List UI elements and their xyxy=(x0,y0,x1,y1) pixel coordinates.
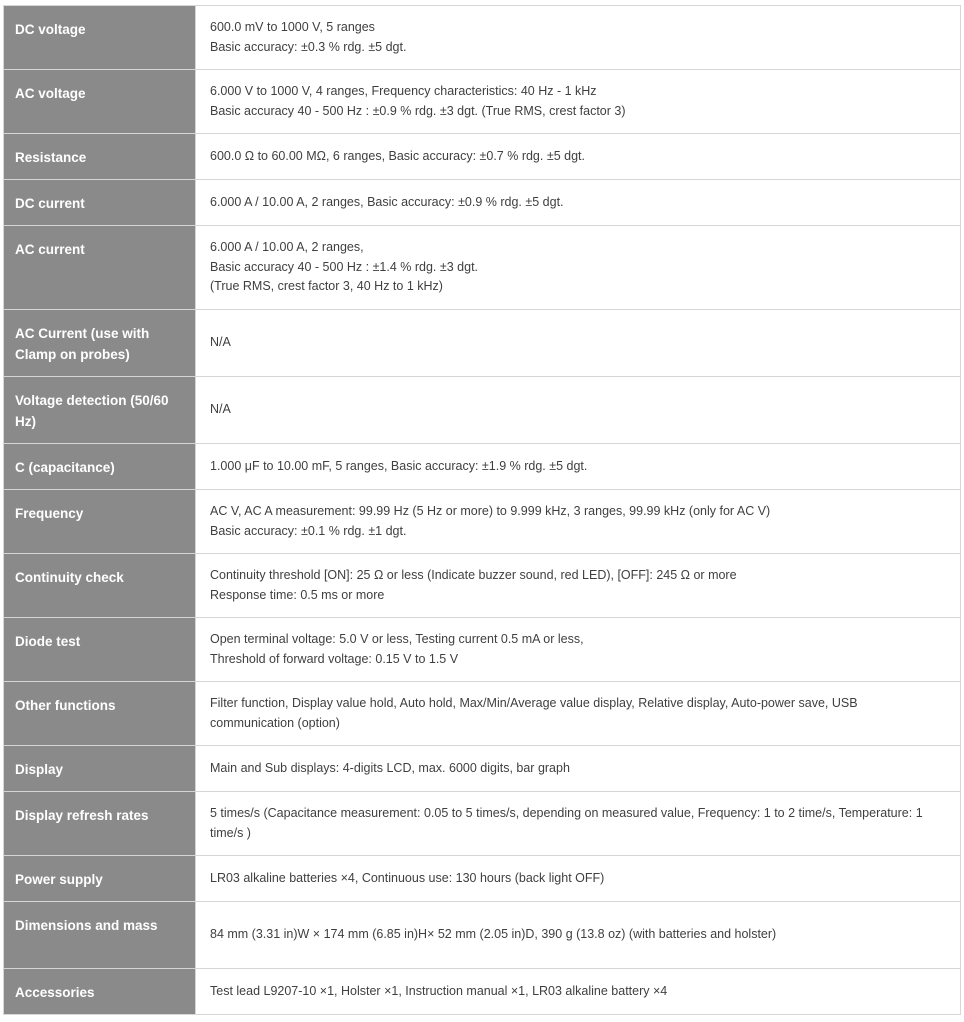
spec-value xyxy=(196,310,961,377)
spec-label: Display xyxy=(4,746,196,792)
spec-row xyxy=(4,490,961,554)
spec-value-line: time/s ) xyxy=(210,825,251,840)
spec-value-line: 600.0 mV to 1000 V, 5 ranges xyxy=(210,20,375,34)
spec-value-line: (True RMS, crest factor 3, 40 Hz to 1 kHz) xyxy=(210,279,443,294)
spec-value-line: Basic accuracy: ±0.3 % rdg. ±5 dgt. xyxy=(210,39,407,54)
spec-row xyxy=(4,310,961,377)
spec-value-line: 84 mm (3.31 in)W × 174 mm (6.85 in)H× 52 mm (2.05 in)D, 390 g (13.8 oz) (with batteries and holster) xyxy=(210,927,777,942)
spec-value-line: Filter function, Display value hold, Auto hold, Max/Min/Average value display, Relative display, Auto-power save, USB xyxy=(210,696,858,710)
spec-value xyxy=(196,6,961,70)
spec-label: Voltage detection (50/60 Hz) xyxy=(4,377,196,444)
spec-value-line: 5 times/s (Capacitance measurement: 0.05 to 5 times/s, depending on measured value, Frequency: 1 to 2 time/s, Temperature: 1 xyxy=(210,806,923,820)
spec-value xyxy=(196,792,961,856)
specifications-table xyxy=(3,5,961,1015)
spec-value-line: Open terminal voltage: 5.0 V or less, Testing current 0.5 mA or less, xyxy=(210,632,584,646)
spec-value xyxy=(196,180,961,226)
spec-label: Accessories xyxy=(4,969,196,1015)
spec-row xyxy=(4,6,961,70)
spec-label: Power supply xyxy=(4,856,196,902)
spec-value-line: Basic accuracy 40 - 500 Hz : ±1.4 % rdg. ±3 dgt. xyxy=(210,259,479,274)
spec-value-line: Main and Sub displays: 4-digits LCD, max. 6000 digits, bar graph xyxy=(210,760,570,775)
spec-value xyxy=(196,856,961,902)
spec-value-line: communication (option) xyxy=(210,715,340,730)
spec-label: C (capacitance) xyxy=(4,444,196,490)
spec-value xyxy=(196,70,961,134)
spec-value xyxy=(196,444,961,490)
spec-value-line: 6.000 A / 10.00 A, 2 ranges, Basic accuracy: ±0.9 % rdg. ±5 dgt. xyxy=(210,194,564,209)
spec-row xyxy=(4,682,961,746)
spec-value-line: Threshold of forward voltage: 0.15 V to 1.5 V xyxy=(210,651,459,666)
spec-value-line: 6.000 V to 1000 V, 4 ranges, Frequency characteristics: 40 Hz - 1 kHz xyxy=(210,84,597,98)
spec-label: Resistance xyxy=(4,134,196,180)
spec-row xyxy=(4,226,961,310)
spec-value-line: AC V, AC A measurement: 99.99 Hz (5 Hz or more) to 9.999 kHz, 3 ranges, 99.99 kHz (only for AC V) xyxy=(210,504,771,518)
spec-label: Continuity check xyxy=(4,554,196,618)
spec-value xyxy=(196,554,961,618)
spec-value-line: 600.0 Ω to 60.00 MΩ, 6 ranges, Basic accuracy: ±0.7 % rdg. ±5 dgt. xyxy=(210,148,585,163)
spec-value-line: 1.000 μF to 10.00 mF, 5 ranges, Basic accuracy: ±1.9 % rdg. ±5 dgt. xyxy=(210,458,588,473)
spec-value-line: Basic accuracy 40 - 500 Hz : ±0.9 % rdg. ±3 dgt. (True RMS, crest factor 3) xyxy=(210,103,626,118)
spec-label: AC voltage xyxy=(4,70,196,134)
spec-value xyxy=(196,377,961,444)
spec-label: AC Current (use with Clamp on probes) xyxy=(4,310,196,377)
spec-row xyxy=(4,969,961,1015)
spec-label: Other functions xyxy=(4,682,196,746)
spec-row xyxy=(4,134,961,180)
spec-label: DC current xyxy=(4,180,196,226)
spec-value xyxy=(196,902,961,969)
spec-value-line: Response time: 0.5 ms or more xyxy=(210,587,385,602)
spec-label: Dimensions and mass xyxy=(4,902,196,969)
spec-row xyxy=(4,554,961,618)
spec-label: Frequency xyxy=(4,490,196,554)
spec-label: Display refresh rates xyxy=(4,792,196,856)
spec-value xyxy=(196,490,961,554)
spec-value-line: Test lead L9207-10 ×1, Holster ×1, Instruction manual ×1, LR03 alkaline battery ×4 xyxy=(210,983,668,998)
spec-value xyxy=(196,618,961,682)
spec-value xyxy=(196,682,961,746)
spec-row xyxy=(4,377,961,444)
spec-row xyxy=(4,746,961,792)
spec-label: DC voltage xyxy=(4,6,196,70)
spec-value xyxy=(196,226,961,310)
spec-row xyxy=(4,70,961,134)
spec-value xyxy=(196,746,961,792)
specifications-table-body xyxy=(4,6,961,1015)
spec-value-line: Basic accuracy: ±0.1 % rdg. ±1 dgt. xyxy=(210,523,407,538)
spec-value-line: 6.000 A / 10.00 A, 2 ranges, xyxy=(210,240,364,255)
spec-row xyxy=(4,444,961,490)
spec-row xyxy=(4,856,961,902)
spec-value xyxy=(196,134,961,180)
spec-label: AC current xyxy=(4,226,196,310)
spec-row xyxy=(4,792,961,856)
spec-row xyxy=(4,180,961,226)
spec-row xyxy=(4,618,961,682)
spec-value-line: N/A xyxy=(210,402,231,417)
spec-row xyxy=(4,902,961,969)
spec-value-line: Continuity threshold [ON]: 25 Ω or less (Indicate buzzer sound, red LED), [OFF]: 245 Ω or more xyxy=(210,568,737,582)
spec-value-line: LR03 alkaline batteries ×4, Continuous use: 130 hours (back light OFF) xyxy=(210,870,605,885)
spec-value xyxy=(196,969,961,1015)
spec-label: Diode test xyxy=(4,618,196,682)
spec-value-line: N/A xyxy=(210,335,231,350)
